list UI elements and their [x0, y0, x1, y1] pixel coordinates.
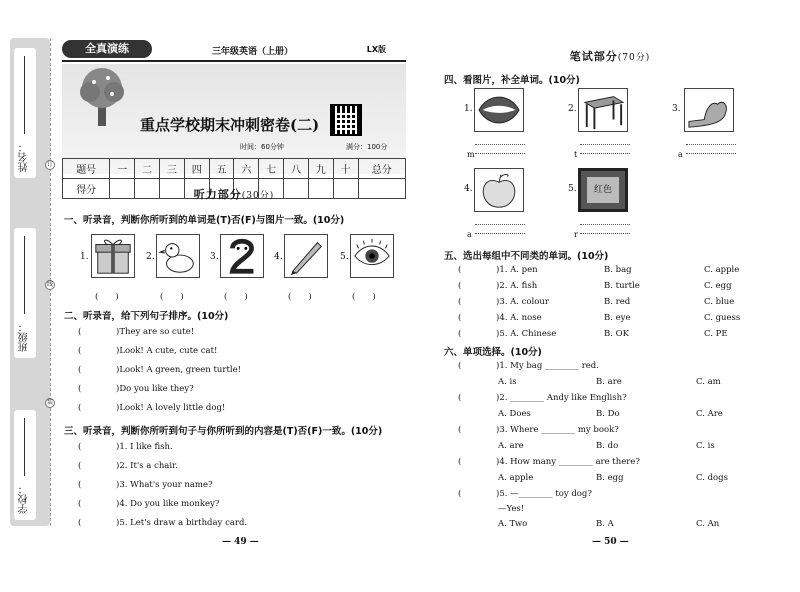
listening-title [62, 186, 406, 202]
q6-item-5[interactable] [458, 489, 592, 499]
pencil-icon [284, 234, 328, 278]
binding-hole-3: 装 [46, 399, 53, 406]
q6-option-b: B. are [596, 377, 622, 387]
q5-option-c: C. blue [704, 297, 735, 307]
q6-item-3[interactable] [458, 425, 619, 435]
paren: ( [458, 425, 462, 435]
paren: ( [458, 281, 462, 291]
q5-item-1[interactable] [458, 265, 538, 275]
duck-icon [156, 234, 200, 278]
q5-item-2[interactable] [458, 281, 537, 291]
paren: ( [458, 393, 462, 403]
table-cell: 得分 [63, 179, 110, 199]
written-title-text: 笔试部分 [569, 50, 618, 63]
red-card-icon [578, 168, 628, 212]
q6-option-c: C. Are [696, 409, 723, 419]
question-1-heading: 一、听录音，判断你所听到的单词是(T)否(F)与图片一致。(10分) [64, 215, 345, 226]
q1-answer-3[interactable]: ( ) [224, 292, 248, 302]
paren: ( [78, 480, 82, 490]
q3-item-text: )5. Let's draw a birthday card. [116, 518, 248, 528]
q5-option-a: )3. A. colour [496, 297, 549, 307]
school-line [24, 418, 25, 476]
paren: ( [458, 297, 462, 307]
name-label: 姓名： [19, 142, 30, 172]
paren: ( [458, 329, 462, 339]
q2-item-text: )Do you like they? [116, 384, 194, 394]
mouth-icon [474, 88, 524, 132]
score-table-header-row [63, 159, 406, 179]
q5-option-b: B. bag [604, 265, 632, 275]
q2-item-text: )Look! A lovely little dog! [116, 403, 226, 413]
paren: ( [78, 518, 82, 528]
page-number-right: — 50 — [592, 537, 629, 547]
q6-option-a: A. is [498, 377, 517, 387]
q3-item-5[interactable] [78, 518, 247, 528]
paren: ( [78, 461, 82, 471]
q2-item-2[interactable] [78, 346, 217, 356]
paren: ( [78, 384, 82, 394]
q3-item-3[interactable] [78, 480, 213, 490]
q3-item-text: )4. Do you like monkey? [116, 499, 220, 509]
table-cell: 六 [234, 159, 259, 179]
q6-question: )3. Where ________ my book? [496, 425, 619, 435]
q6-option-a: A. are [498, 441, 524, 451]
q3-item-text: )1. I like fish. [116, 442, 173, 452]
listening-title-text: 听力部分 [193, 188, 242, 201]
q4-write-line-1[interactable] [475, 144, 525, 154]
table-cell: 五 [209, 159, 234, 179]
q6-option-c: C. is [696, 441, 715, 451]
table-cell: 三 [160, 159, 185, 179]
q2-item-5[interactable] [78, 403, 225, 413]
q6-option-b: B. egg [596, 473, 624, 483]
table-cell: 十 [333, 159, 358, 179]
name-line [24, 56, 25, 134]
q6-question: )4. How many ________ are there? [496, 457, 640, 467]
q1-answer-4[interactable]: ( ) [288, 292, 312, 302]
full-score-label: 满分：100分 [346, 143, 388, 151]
table-cell: 四 [184, 159, 209, 179]
q3-item-2[interactable] [78, 461, 178, 471]
qr-code-icon[interactable] [330, 104, 362, 136]
table-cell: 七 [259, 159, 284, 179]
paren: ( [458, 361, 462, 371]
q5-option-c: C. PE [704, 329, 728, 339]
q6-option-c: C. am [696, 377, 721, 387]
q6-reply: —Yes! [498, 504, 525, 514]
q2-item-3[interactable] [78, 365, 241, 375]
q4-num-5: 5. [568, 184, 577, 194]
binding-strip [10, 38, 50, 526]
card-text: 红色 [587, 177, 619, 203]
binding-hole-1: 订 [46, 161, 53, 168]
q2-item-text: )Look! A cute, cute cat! [116, 346, 218, 356]
class-label: 班级： [19, 322, 30, 352]
paren: ( [78, 346, 82, 356]
question-2-heading: 二、听录音，给下列句子排序。(10分) [64, 311, 229, 322]
page-number-left: — 49 — [222, 537, 259, 547]
q6-item-2[interactable] [458, 393, 627, 403]
table-icon [578, 88, 628, 132]
paren: ( [78, 403, 82, 413]
apple-icon [474, 168, 524, 212]
q6-item-4[interactable] [458, 457, 640, 467]
q5-item-5[interactable] [458, 329, 556, 339]
q1-num-5: 5. [340, 252, 349, 262]
q2-item-4[interactable] [78, 384, 194, 394]
grade-label: 三年级英语（上册） [212, 47, 294, 57]
q6-option-b: B. Do [596, 409, 620, 419]
table-cell: 一 [110, 159, 135, 179]
q4-num-3: 3. [672, 104, 681, 114]
q3-item-1[interactable] [78, 442, 173, 452]
paren: ( [78, 499, 82, 509]
q5-option-c: C. egg [704, 281, 732, 291]
paren: ( [458, 457, 462, 467]
q2-item-text: )They are so cute! [116, 327, 195, 337]
class-line [24, 236, 25, 314]
listening-points: (30分) [241, 191, 275, 201]
q6-option-a: A. Two [498, 519, 528, 529]
q4-letter-1: m [467, 150, 475, 159]
school-label: 学校： [19, 484, 30, 514]
q6-option-a: A. Does [498, 409, 531, 419]
q5-option-a: )1. A. pen [496, 265, 538, 275]
school-field[interactable] [14, 410, 36, 520]
q4-write-line-2[interactable] [580, 144, 630, 154]
paren: ( [78, 365, 82, 375]
q2-item-text: )Look! A green, green turtle! [116, 365, 242, 375]
q6-option-a: A. apple [498, 473, 534, 483]
version-label: LX版 [366, 45, 386, 54]
question-5-heading: 五、选出每组中不同类的单词。(10分) [444, 251, 609, 262]
gift-box-icon [91, 234, 135, 278]
q4-num-1: 1. [464, 104, 473, 114]
question-3-heading: 三、听录音，判断你所听到句子与你所听到的内容是(T)否(F)一致。(10分) [64, 426, 383, 437]
q4-letter-4: a [467, 230, 472, 239]
q5-item-3[interactable] [458, 297, 549, 307]
table-cell: 总分 [358, 159, 406, 179]
written-title [440, 48, 780, 64]
q6-option-c: C. An [696, 519, 720, 529]
eye-icon [350, 234, 394, 278]
number-two-icon [220, 234, 264, 278]
q4-num-2: 2. [568, 104, 577, 114]
brand-badge: 全真演练 [62, 40, 152, 58]
question-4-heading: 四、看图片，补全单词。(10分) [444, 75, 580, 86]
q1-num-3: 3. [210, 252, 219, 262]
q5-item-4[interactable] [458, 313, 542, 323]
q4-write-line-4[interactable] [475, 224, 525, 234]
binding-hole-2: 线 [46, 281, 53, 288]
q1-num-1: 1. [80, 252, 89, 262]
q5-option-a: )4. A. nose [496, 313, 542, 323]
q5-option-c: C. apple [704, 265, 740, 275]
table-cell: 题号 [63, 159, 110, 179]
paren: ( [458, 489, 462, 499]
arm-icon [684, 88, 734, 132]
q4-letter-3: a [678, 150, 683, 159]
q5-option-b: B. OK [604, 329, 629, 339]
q4-letter-5: r [574, 230, 578, 239]
table-cell: 八 [284, 159, 309, 179]
q3-item-text: )3. What's your name? [116, 480, 213, 490]
q6-question: )2. ________ Andy like English? [496, 393, 627, 403]
written-points: (70分) [617, 53, 651, 63]
q5-option-b: B. turtle [604, 281, 640, 291]
q2-item-1[interactable] [78, 327, 194, 337]
q5-option-a: )2. A. fish [496, 281, 538, 291]
page-header [62, 40, 406, 62]
q5-option-b: B. red [604, 297, 631, 307]
q3-item-4[interactable] [78, 499, 219, 509]
q6-question: )1. My bag ________ red. [496, 361, 599, 371]
q6-option-c: C. dogs [696, 473, 728, 483]
q6-question: )5. —________ toy dog? [496, 489, 592, 499]
paren: ( [78, 442, 82, 452]
paren: ( [458, 313, 462, 323]
q4-write-line-3[interactable] [686, 144, 736, 154]
name-field[interactable] [14, 48, 36, 178]
q1-answer-2[interactable]: ( ) [160, 292, 184, 302]
q6-option-b: B. A [596, 519, 614, 529]
time-label: 时间：60分钟 [240, 143, 284, 151]
q1-num-4: 4. [274, 252, 283, 262]
paper-title: 重点学校期末冲刺密卷(二) [140, 116, 320, 134]
q6-item-1[interactable] [458, 361, 599, 371]
q4-num-4: 4. [464, 184, 473, 194]
q4-letter-2: t [574, 150, 578, 159]
q5-option-c: C. guess [704, 313, 741, 323]
question-6-heading: 六、单项选择。(10分) [444, 347, 542, 358]
q6-option-b: B. do [596, 441, 619, 451]
paren: ( [78, 327, 82, 337]
q1-answer-1[interactable]: ( ) [95, 292, 119, 302]
table-cell: 九 [308, 159, 333, 179]
q1-num-2: 2. [146, 252, 155, 262]
class-field[interactable] [14, 228, 36, 358]
q5-option-b: B. eye [604, 313, 631, 323]
q1-answer-5[interactable]: ( ) [352, 292, 376, 302]
paren: ( [458, 265, 462, 275]
table-cell: 二 [135, 159, 160, 179]
q4-write-line-5[interactable] [580, 224, 630, 234]
tree-icon [72, 64, 132, 128]
q5-option-a: )5. A. Chinese [496, 329, 557, 339]
q3-item-text: )2. It's a chair. [116, 461, 178, 471]
